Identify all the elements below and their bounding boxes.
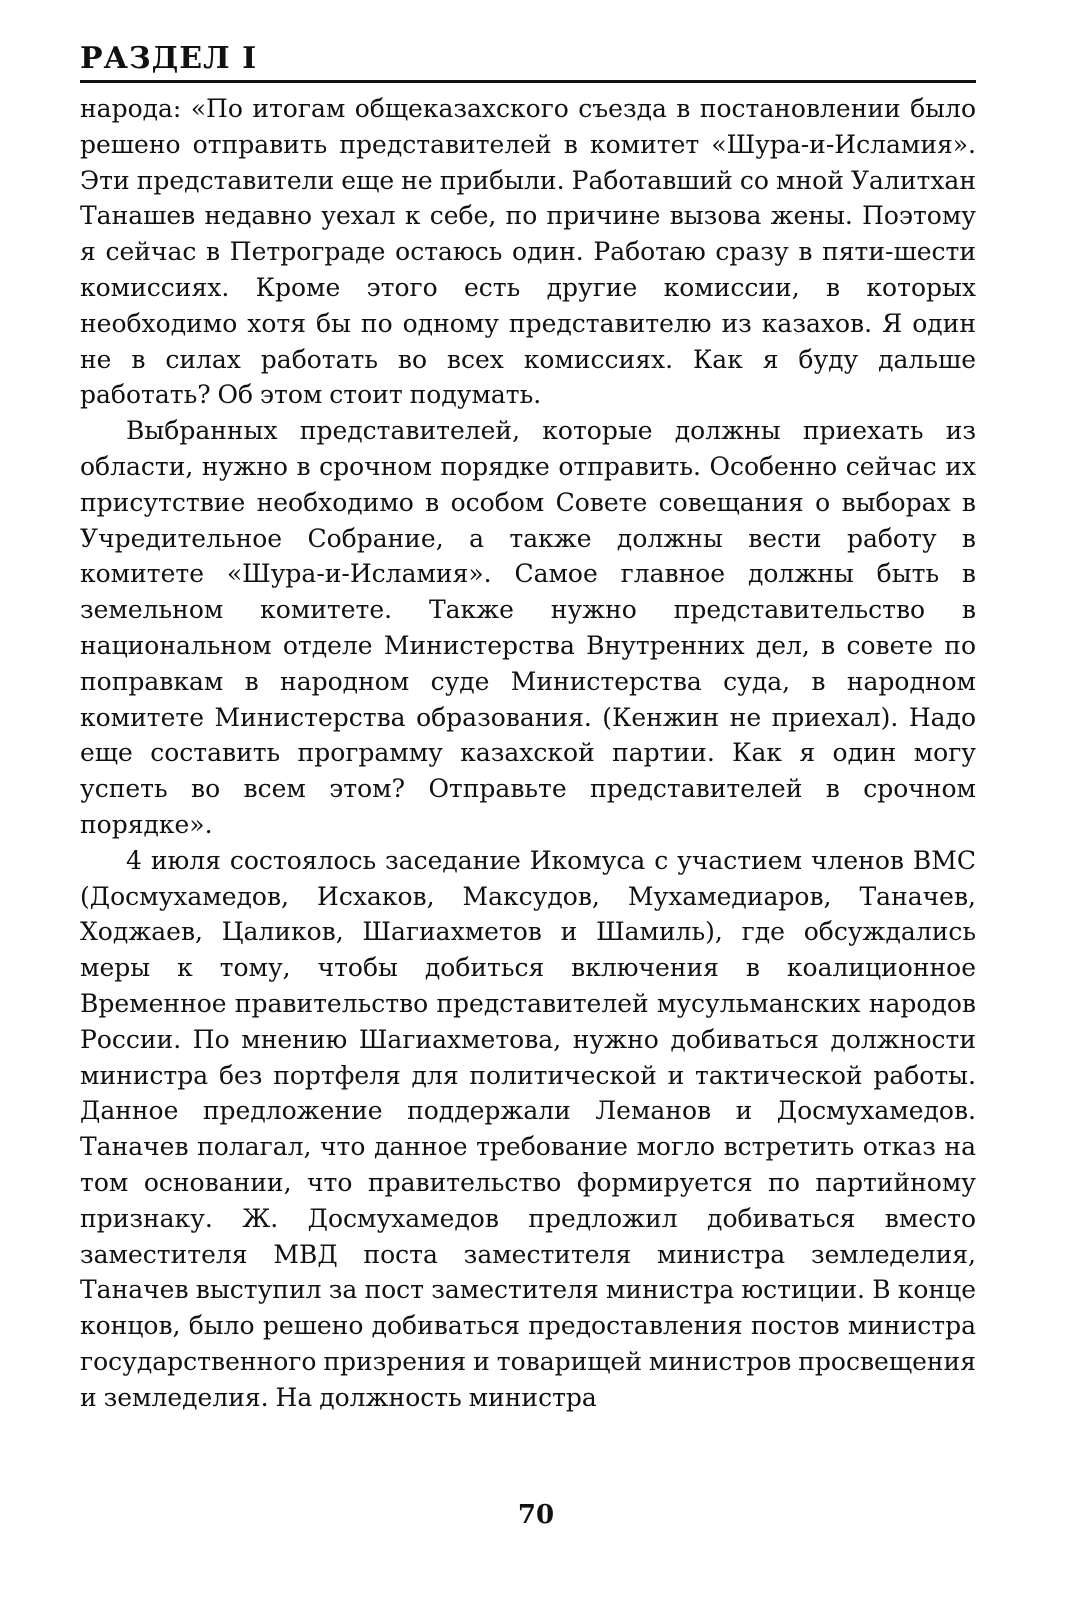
running-head: РАЗДЕЛ I [80, 40, 976, 83]
paragraph-3: 4 июля состоялось заседание Икомуса с участием членов ВМС (Досмухамедов, Исхаков, Максудов, Мухамедиаров, Таначев, Ходжаев, Цаликов, Шагиахметов и Шамиль), где обсуждались меры к тому, чтобы добиться включения в коалиционное Временное правительство представителей мусульманских народов России. По мнению Шагиахметова, нужно добиваться должности министра без портфеля для политической и тактической работы. Данное предложение поддержали Леманов и Досмухамедов. Таначев полагал, что данное требование могло встретить отказ на том основании, что правительство формируется по партийному признаку. Ж. Досмухамедов предложил добиваться вместо заместителя МВД поста заместителя министра земледелия, Таначев выступил за пост заместителя министра юстиции. В конце концов, было решено добиваться предоставления постов министра государственного призрения и товарищей министров просвещения и земледелия. На должность министра [80, 845, 976, 1412]
paragraph-2: Выбранных представителей, которые должны приехать из области, нужно в срочном порядке отправить. Особенно сейчас их присутствие необходимо в особом Совете совещания о выборах в Учредительное Собрание, а также должны вести работу в комитете «Шура-и-Исламия». Самое главное должны быть в земельном комитете. Также нужно представительство в национальном отделе Министерства Внутренних дел, в совете по поправкам в народном суде Министерства суда, в народном комитете Министерства образования. (Кенжин не приехал). Надо еще составить программу казахской партии. Как я один могу успеть во всем этом? Отправьте представителей в срочном порядке». [80, 416, 976, 839]
page-number: 70 [517, 1500, 555, 1530]
body-text [80, 91, 976, 1415]
paragraph-1: народа: «По итогам общеказахского съезда в постановлении было решено отправить представителей в комитет «Шура-и-Исламия». Эти представители еще не прибыли. Работавший со мной Уалитхан Танашев недавно уехал к себе, по причине вызова жены. Поэтому я сейчас в Петрограде остаюсь один. Работаю сразу в пяти-шести комиссиях. Кроме этого есть другие комиссии, в которых необходимо хотя бы по одному представителю из казахов. Я один не в силах работать во всех комиссиях. Как я буду дальше работать? Об этом стоит подумать. [80, 94, 976, 410]
book-page [80, 40, 976, 1580]
